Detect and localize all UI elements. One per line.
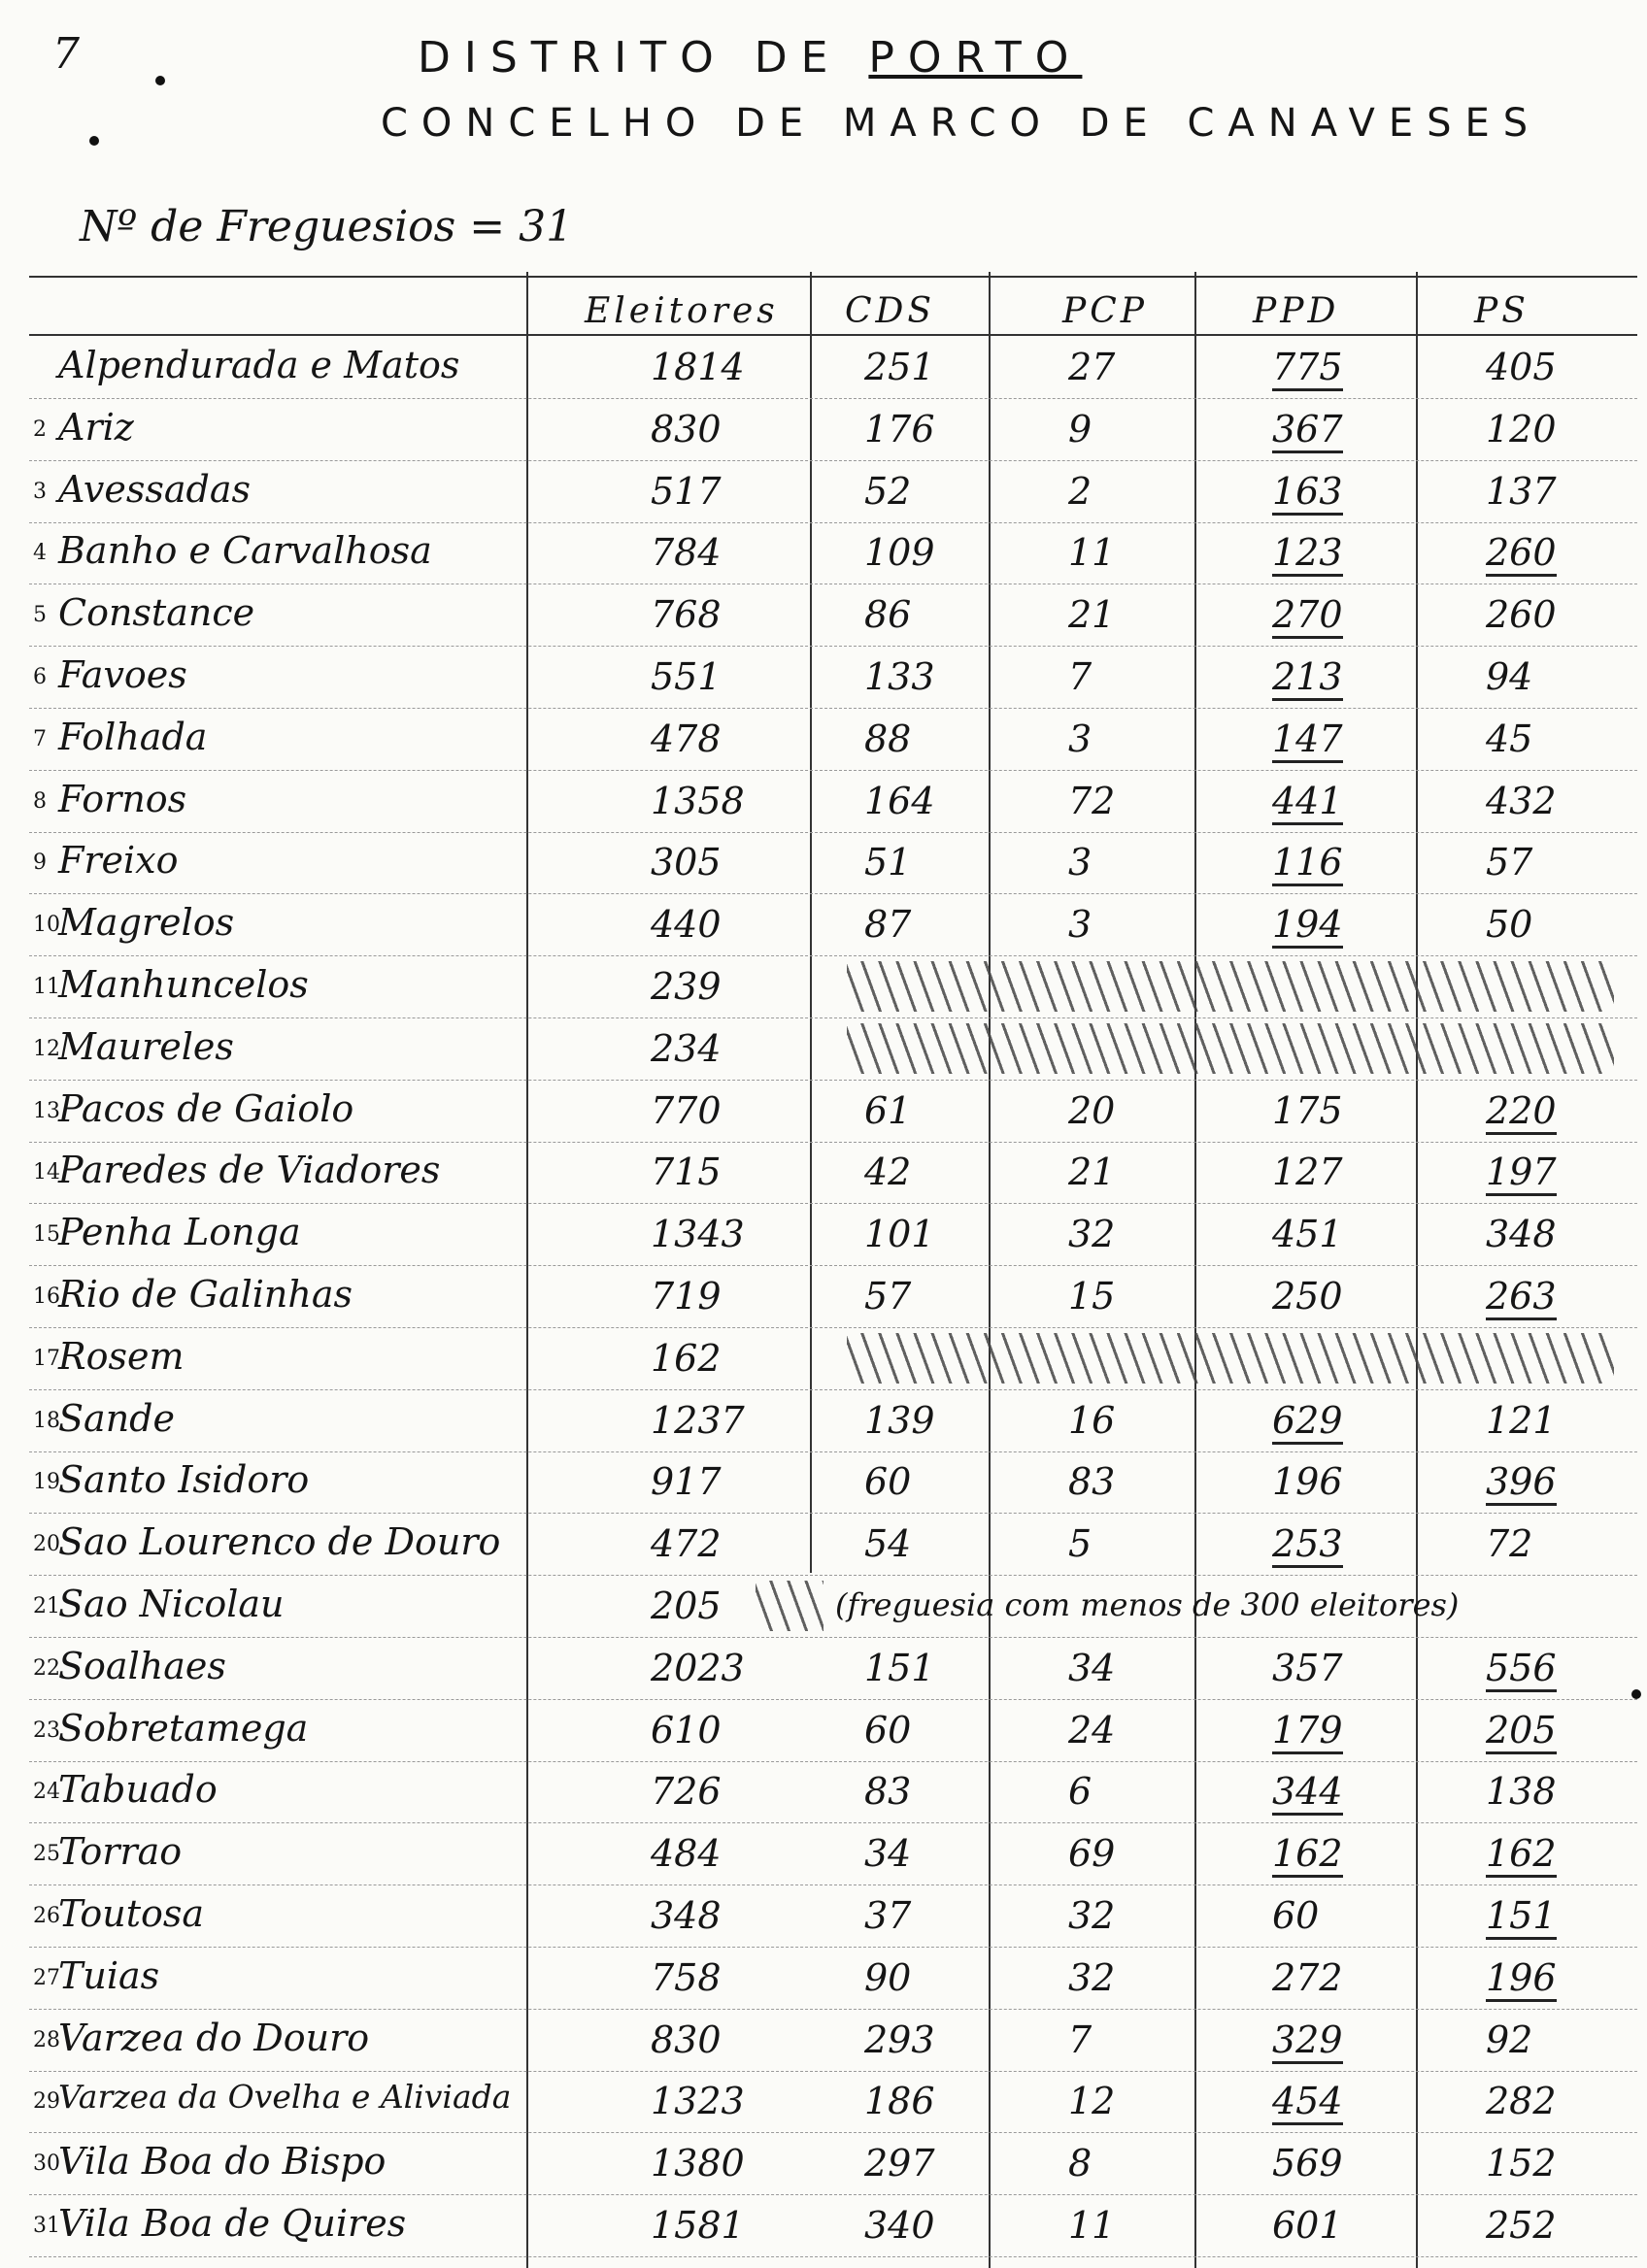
cell-ppd: 569 [1272,2142,1343,2185]
cell-cds: 87 [864,903,912,947]
cell-ppd: 253 [1272,1522,1343,1568]
table-row [29,1452,1637,1517]
table-row [29,1329,1637,1393]
table-row [29,2134,1637,2198]
parish-name: Vila Boa de Quires [58,2202,407,2245]
cell-pcp: 9 [1068,407,1092,450]
cell-ppd: 179 [1272,1709,1343,1754]
cell-ppd: 272 [1272,1955,1343,1999]
parish-name: Sao Nicolau [58,1583,285,1625]
row-note: (freguesia com menos de 300 eleitores) [835,1586,1460,1623]
parish-name: Favoes [58,653,187,696]
row-number: 31 [33,2214,60,2238]
cell-pcp: 7 [1068,2018,1092,2061]
cell-pcp: 2 [1068,469,1092,513]
cell-cds: 90 [864,1955,912,1999]
cell-cds: 109 [864,531,935,575]
table-row [29,462,1637,526]
cell-eleitores: 768 [651,593,722,637]
parish-name: Penha Longa [58,1211,301,1254]
column-header-cds: CDS [845,291,936,331]
table-row [29,585,1637,650]
row-number: 13 [33,1098,60,1123]
cell-pcp: 3 [1068,717,1092,760]
title-place: PORTO [868,33,1083,83]
table-row [29,1824,1637,1888]
cell-pcp: 3 [1068,841,1092,884]
cell-eleitores: 348 [651,1894,722,1937]
cell-ps: 151 [1486,1894,1557,1940]
row-number: 3 [33,479,47,504]
cell-pcp: 32 [1068,1955,1116,1999]
cell-eleitores: 1814 [651,346,745,388]
row-number: 9 [33,850,47,876]
cell-pcp: 15 [1068,1275,1116,1317]
parish-count: Nº de Freguesios = 31 [80,202,574,251]
cell-pcp: 34 [1068,1646,1116,1689]
cell-cds: 297 [864,2142,935,2185]
cell-ps: 94 [1486,655,1533,698]
table-row [29,648,1637,712]
parish-name: Soalhaes [58,1644,226,1687]
cell-eleitores: 205 [651,1584,722,1627]
parish-name: Manhuncelos [58,963,309,1006]
table-row [29,1515,1637,1579]
title-prefix: DISTRITO DE [418,33,842,83]
cell-eleitores: 830 [651,2018,722,2061]
parish-name: Sobretamega [58,1706,309,1750]
cell-pcp: 72 [1068,779,1116,822]
cell-pcp: 21 [1068,1151,1116,1194]
cell-cds: 34 [864,1832,912,1876]
row-number: 29 [33,2089,60,2115]
cell-cds: 42 [864,1151,912,1194]
cell-eleitores: 472 [651,1522,722,1566]
row-number: 10 [33,913,60,938]
table-rule-top [29,276,1637,278]
cell-eleitores: 715 [651,1151,722,1194]
cell-pcp: 3 [1068,903,1092,947]
cell-pcp: 12 [1068,2080,1116,2123]
cell-ps: 57 [1486,841,1533,884]
cell-cds: 101 [864,1213,935,1256]
table-row [29,1205,1637,1269]
row-number: 2 [33,417,47,442]
cell-ps: 196 [1486,1956,1557,2002]
hatched-empty-cells [847,1023,1614,1074]
row-number: 11 [33,975,60,999]
page-title [418,33,1082,83]
parish-name: Rosem [58,1334,185,1378]
cell-ps: 432 [1486,779,1557,822]
table-row [29,400,1637,464]
parish-name: Ariz [58,405,134,449]
cell-ps: 205 [1486,1709,1557,1754]
results-table [29,272,1637,2268]
cell-eleitores: 2023 [651,1646,745,1689]
cell-ppd: 775 [1272,346,1343,391]
parish-name: Maureles [58,1024,234,1068]
cell-pcp: 27 [1068,346,1116,388]
parish-name: Santo Isidoro [58,1458,310,1502]
row-number: 17 [33,1346,60,1371]
cell-ppd: 162 [1272,1832,1343,1878]
cell-ps: 162 [1486,1832,1557,1878]
table-row [29,2196,1637,2260]
row-number: 15 [33,1222,60,1248]
cell-ps: 556 [1486,1647,1557,1692]
cell-pcp: 32 [1068,1894,1116,1937]
table-row [29,2011,1637,2075]
cell-cds: 52 [864,469,912,513]
cell-ppd: 629 [1272,1399,1343,1445]
cell-ppd: 116 [1272,841,1343,886]
cell-ps: 138 [1486,1770,1557,1814]
cell-ps: 252 [1486,2204,1557,2247]
row-number: 7 [33,726,47,751]
parish-name: Freixo [58,839,179,883]
cell-ps: 260 [1486,531,1557,577]
cell-eleitores: 784 [651,531,722,575]
parish-name: Toutosa [58,1892,205,1935]
column-header-eleitores: Eleitores [585,291,779,331]
table-row [29,833,1637,897]
cell-eleitores: 917 [651,1460,722,1504]
hatched-empty-cells [847,1333,1614,1384]
cell-eleitores: 1237 [651,1398,745,1442]
cell-ps: 220 [1486,1089,1557,1135]
table-row [29,1019,1637,1084]
row-number: 27 [33,1965,60,1990]
table-row [29,523,1637,587]
table-row [29,895,1637,959]
cell-pcp: 6 [1068,1770,1092,1814]
cell-eleitores: 770 [651,1088,722,1132]
parish-name: Torrao [58,1830,183,1874]
row-number: 24 [33,1780,60,1805]
parish-name: Pacos de Gaiolo [58,1086,354,1130]
cell-eleitores: 1323 [651,2080,745,2123]
cell-ppd: 270 [1272,593,1343,639]
parish-name: Alpendurada e Matos [58,344,460,386]
cell-ppd: 213 [1272,655,1343,701]
table-row [29,1639,1637,1703]
row-number: 23 [33,1718,60,1743]
row-number: 14 [33,1160,60,1185]
cell-ps: 45 [1486,717,1533,760]
cell-pcp: 20 [1068,1088,1116,1132]
table-rule-header [29,334,1637,336]
row-number: 16 [33,1284,60,1309]
cell-cds: 61 [864,1088,912,1132]
cell-cds: 60 [864,1460,912,1504]
table-row [29,1949,1637,2013]
cell-ps: 50 [1486,903,1533,947]
cell-cds: 186 [864,2080,935,2123]
cell-eleitores: 305 [651,841,722,884]
cell-ppd: 175 [1272,1088,1343,1132]
cell-cds: 133 [864,655,935,698]
cell-cds: 60 [864,1708,912,1751]
cell-ps: 120 [1486,407,1557,450]
cell-cds: 83 [864,1770,912,1814]
cell-eleitores: 551 [651,655,722,698]
row-number: 20 [33,1532,60,1557]
parish-name: Rio de Galinhas [58,1273,353,1316]
cell-eleitores: 1581 [651,2204,745,2247]
cell-eleitores: 239 [651,965,722,1008]
table-row [29,1886,1637,1951]
table-row [29,772,1637,836]
cell-pcp: 83 [1068,1460,1116,1504]
row-number: 22 [33,1655,60,1681]
table-row [29,1391,1637,1455]
table-row [29,710,1637,774]
parish-name: Avessadas [58,467,251,511]
parish-name: Folhada [58,715,208,758]
hatched-empty-cells [847,961,1614,1012]
cell-ps: 137 [1486,469,1557,513]
cell-cds: 51 [864,841,912,884]
cell-eleitores: 234 [651,1026,722,1070]
cell-pcp: 24 [1068,1708,1116,1751]
cell-ppd: 127 [1272,1151,1343,1194]
row-number: 25 [33,1842,60,1867]
cell-ps: 405 [1486,346,1557,388]
row-number: 6 [33,665,47,689]
row-number: 12 [33,1036,60,1061]
cell-ps: 152 [1486,2142,1557,2185]
table-row [29,1577,1637,1641]
cell-pcp: 5 [1068,1522,1092,1566]
parish-name: Varzea da Ovelha e Aliviada [58,2078,512,2117]
cell-ppd: 163 [1272,470,1343,516]
page-number: 7 [52,29,80,79]
cell-ppd: 344 [1272,1770,1343,1816]
parish-name: Tuias [58,1953,160,1997]
parish-name: Sao Lourenco de Douro [58,1520,501,1564]
cell-ps: 396 [1486,1460,1557,1506]
cell-eleitores: 758 [651,1955,722,1999]
cell-ppd: 196 [1272,1460,1343,1504]
cell-ps: 260 [1486,593,1557,637]
row-number: 21 [33,1594,60,1618]
cell-cds: 340 [864,2204,935,2247]
table-row [29,2072,1637,2136]
row-number: 5 [33,603,47,628]
table-row [29,1267,1637,1331]
cell-cds: 151 [864,1646,935,1689]
row-number: 30 [33,2151,60,2177]
cell-eleitores: 440 [651,903,722,947]
cell-pcp: 69 [1068,1832,1116,1876]
page-subtitle: CONCELHO DE MARCO DE CANAVESES [381,101,1542,146]
cell-eleitores: 478 [651,717,722,760]
cell-ppd: 454 [1272,2080,1343,2125]
cell-eleitores: 830 [651,407,722,450]
cell-ps: 348 [1486,1213,1557,1256]
row-number: 28 [33,2027,60,2052]
cell-ps: 282 [1486,2080,1557,2123]
table-row [29,1082,1637,1146]
cell-eleitores: 610 [651,1708,722,1751]
cell-ppd: 357 [1272,1646,1343,1689]
cell-eleitores: 517 [651,469,722,513]
cell-pcp: 11 [1068,2204,1116,2247]
cell-ppd: 60 [1272,1894,1320,1937]
column-header-pcp: PCP [1062,291,1148,331]
table-row [29,1762,1637,1826]
cell-cds: 139 [864,1398,935,1442]
cell-eleitores: 726 [651,1770,722,1814]
cell-eleitores: 162 [651,1336,722,1380]
cell-eleitores: 484 [651,1832,722,1876]
cell-eleitores: 1380 [651,2142,745,2185]
row-number: 26 [33,1904,60,1928]
cell-pcp: 8 [1068,2142,1092,2185]
cell-pcp: 21 [1068,593,1116,637]
cell-cds: 37 [864,1894,912,1937]
column-header-ps: PS [1474,291,1529,331]
cell-pcp: 16 [1068,1398,1116,1442]
cell-pcp: 7 [1068,655,1092,698]
parish-name: Magrelos [58,901,235,945]
cell-ps: 263 [1486,1275,1557,1320]
cell-ppd: 367 [1272,408,1343,453]
table-row [29,338,1637,402]
cell-pcp: 32 [1068,1213,1116,1256]
cell-ps: 92 [1486,2018,1533,2061]
cell-ps: 121 [1486,1398,1557,1442]
parish-name: Tabuado [58,1768,218,1812]
cell-cds: 251 [864,346,935,388]
column-header-ppd: PPD [1253,291,1340,331]
row-number: 19 [33,1470,60,1495]
cell-eleitores: 1343 [651,1213,745,1256]
cell-eleitores: 1358 [651,779,745,822]
table-row [29,957,1637,1021]
cell-ppd: 451 [1272,1213,1343,1256]
cell-cds: 86 [864,593,912,637]
table-row [29,1143,1637,1207]
cell-ppd: 329 [1272,2018,1343,2064]
parish-name: Fornos [58,777,187,820]
cell-cds: 176 [864,407,935,450]
cell-ppd: 601 [1272,2204,1343,2247]
hatch-mark [756,1581,824,1631]
parish-name: Constance [58,591,255,635]
row-number: 8 [33,788,47,814]
cell-ps: 197 [1486,1151,1557,1196]
cell-cds: 57 [864,1275,912,1317]
parish-name: Sande [58,1396,175,1440]
table-row [29,1701,1637,1765]
row-number: 18 [33,1408,60,1433]
row-number: 4 [33,541,47,566]
parish-name: Banho e Carvalhosa [58,529,432,573]
cell-eleitores: 719 [651,1275,722,1317]
cell-cds: 54 [864,1522,912,1566]
ink-dot [89,136,99,146]
cell-ppd: 250 [1272,1275,1343,1317]
cell-cds: 164 [864,779,935,822]
cell-cds: 293 [864,2018,935,2061]
cell-ppd: 147 [1272,717,1343,763]
parish-name: Vila Boa do Bispo [58,2140,387,2184]
parish-name: Varzea do Douro [58,2016,370,2059]
cell-pcp: 11 [1068,531,1116,575]
ink-dot [155,76,165,85]
cell-ppd: 194 [1272,903,1343,949]
parish-name: Paredes de Viadores [58,1149,441,1192]
row-rule [29,2256,1637,2257]
cell-ppd: 441 [1272,780,1343,825]
cell-cds: 88 [864,717,912,760]
cell-ppd: 123 [1272,531,1343,577]
cell-ps: 72 [1486,1522,1533,1566]
